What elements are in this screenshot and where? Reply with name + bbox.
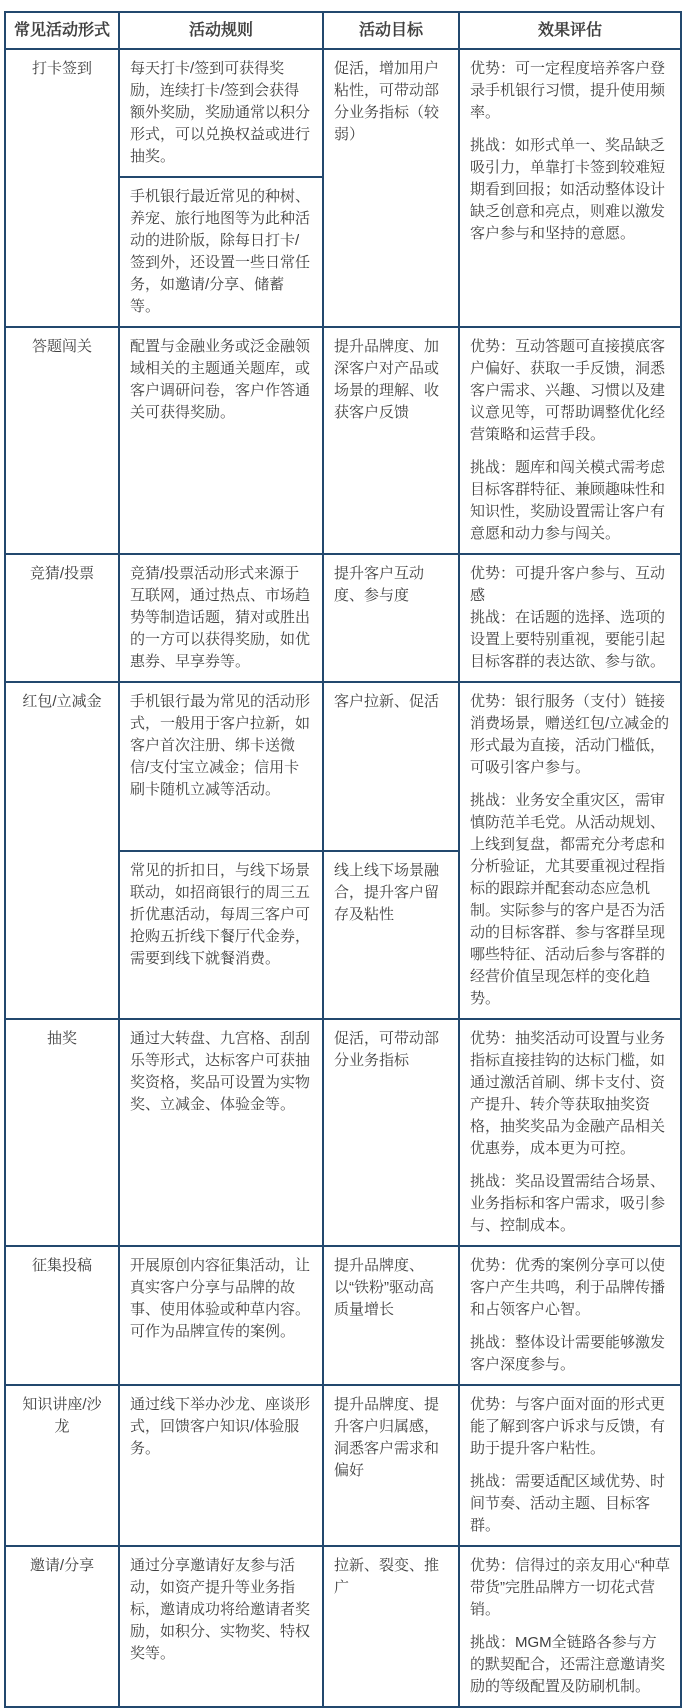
evaluation-cell xyxy=(459,49,681,327)
rules-cell xyxy=(119,554,323,682)
form-cell xyxy=(5,554,119,682)
header-activity-goal: 活动目标 xyxy=(323,12,459,49)
form-label: 打卡签到 xyxy=(31,60,92,77)
goals-paragraph: 拉新、裂变、推广 xyxy=(334,1557,440,1596)
goals-paragraph: 提升客户互动度、参与度 xyxy=(334,565,425,604)
form-label: 征集投稿 xyxy=(31,1257,92,1274)
form-cell xyxy=(5,682,119,1019)
activity-comparison-table xyxy=(4,11,682,1708)
rules-cell xyxy=(119,1019,323,1246)
goals-paragraph: 线上线下场景融合，提升客户留存及粘性 xyxy=(334,861,440,923)
goals-cell xyxy=(323,1246,459,1385)
rules-paragraph: 常见的折扣日，与线下场景联动，如招商银行的周三五折优惠活动，每周三客户可抢购五折线下餐厅代金券，需要到线下就餐消费。 xyxy=(130,861,311,967)
form-cell xyxy=(5,327,119,554)
header-row xyxy=(5,12,681,49)
eval-challenge-paragraph: 挑战：业务安全重灾区，需审慎防范羊毛党。从活动规划、上线到复盘，都需充分考虑和分析验证，尤其要重视过程指标的跟踪并配套动态应急机制。实际参与的客户是否为活动的目标客群、参与客群呈现哪些特征、活动后参与客群的经营价值呈现怎样的变化趋势。 xyxy=(470,792,666,1007)
rules-cell xyxy=(119,851,323,1020)
form-cell xyxy=(5,49,119,327)
rules-paragraph: 每天打卡/签到可获得奖励，连续打卡/签到会获得额外奖励，奖励通常以积分形式，可以兑换权益或进行抽奖。 xyxy=(130,60,311,165)
table-row xyxy=(5,1546,681,1707)
rules-paragraph: 配置与金融业务或泛金融领域相关的主题通关题库，或客户调研问卷，客户作答通关可获得奖励。 xyxy=(130,338,311,421)
eval-challenge-paragraph: 挑战：题库和闯关模式需考虑目标客群特征、兼顾趣味性和知识性，奖励设置需让客户有意愿和动力参与闯关。 xyxy=(470,459,666,542)
eval-advantage-paragraph: 优势：优秀的案例分享可以使客户产生共鸣，利于品牌传播和占领客户心智。 xyxy=(470,1257,666,1318)
eval-challenge-paragraph: 挑战：MGM全链路各参与方的默契配合，还需注意邀请奖励的等级配置及防刷机制。 xyxy=(470,1634,666,1695)
goals-cell xyxy=(323,49,459,327)
rules-cell xyxy=(119,1246,323,1385)
evaluation-cell xyxy=(459,1019,681,1246)
table-row xyxy=(5,1385,681,1546)
rules-cell xyxy=(119,177,323,327)
goals-paragraph: 促活，可带动部分业务指标 xyxy=(334,1030,440,1069)
rules-paragraph: 通过分享邀请好友参与活动，如资产提升等业务指标，邀请成功将给邀请者奖励，如积分、实物奖、特权奖等。 xyxy=(130,1557,311,1662)
eval-advantage-paragraph: 优势：银行服务（支付）链接消费场景，赠送红包/立减金的形式最为直接，活动门槛低，可吸引客户参与。 xyxy=(470,693,670,776)
eval-challenge-paragraph: 挑战：如形式单一、奖品缺乏吸引力，单靠打卡签到较难短期看到回报；如活动整体设计缺乏创意和亮点，则难以激发客户参与和坚持的意愿。 xyxy=(470,137,666,242)
form-cell xyxy=(5,1385,119,1546)
evaluation-cell xyxy=(459,554,681,682)
table-row xyxy=(5,1019,681,1246)
eval-challenge-paragraph: 挑战：需要适配区域优势、时间节奏、活动主题、目标客群。 xyxy=(470,1473,666,1534)
goals-paragraph: 促活，增加用户粘性，可带动部分业务指标（较弱） xyxy=(334,60,440,143)
table-row xyxy=(5,554,681,682)
form-label: 竞猜/投票 xyxy=(29,565,95,582)
goals-cell xyxy=(323,682,459,851)
table-row xyxy=(5,49,681,177)
rules-paragraph: 竞猜/投票活动形式来源于互联网，通过热点、市场趋势等制造话题，猜对或胜出的一方可以获得奖励，如优惠券、早享券等。 xyxy=(130,565,311,670)
eval-advantage-paragraph: 优势：可一定程度培养客户登录手机银行习惯，提升使用频率。 xyxy=(470,60,666,121)
evaluation-cell xyxy=(459,1385,681,1546)
eval-advantage-paragraph: 优势：可提升客户参与、互动感 xyxy=(470,565,666,604)
rules-cell xyxy=(119,1546,323,1707)
goals-paragraph: 提升品牌度、以“铁粉”驱动高质量增长 xyxy=(334,1257,434,1318)
eval-advantage-paragraph: 优势：抽奖活动可设置与业务指标直接挂钩的达标门槛，如通过激活首刷、绑卡支付、资产提升、转介等获取抽奖资格，抽奖奖品为金融产品相关优惠券，成本更为可控。 xyxy=(470,1030,666,1157)
eval-advantage-paragraph: 优势：与客户面对面的形式更能了解到客户诉求与反馈，有助于提升客户粘性。 xyxy=(470,1396,666,1457)
goals-cell xyxy=(323,1546,459,1707)
form-label: 邀请/分享 xyxy=(29,1557,95,1574)
eval-challenge-paragraph: 挑战：奖品设置需结合场景、业务指标和客户需求，吸引参与、控制成本。 xyxy=(470,1173,666,1234)
rules-paragraph: 通过大转盘、九宫格、刮刮乐等形式，达标客户可获抽奖资格，奖品可设置为实物奖、立减金、体验金等。 xyxy=(130,1030,311,1113)
form-label: 答题闯关 xyxy=(31,338,92,355)
rules-paragraph: 手机银行最近常见的种树、养宠、旅行地图等为此种活动的进阶版，除每日打卡/签到外，还设置一些日常任务，如邀请/分享、储蓄等。 xyxy=(130,188,311,315)
goals-cell xyxy=(323,1019,459,1246)
rules-paragraph: 开展原创内容征集活动，让真实客户分享与品牌的故事、使用体验或种草内容。可作为品牌宣传的案例。 xyxy=(130,1257,311,1340)
rules-cell xyxy=(119,327,323,554)
eval-advantage-paragraph: 优势：互动答题可直接摸底客户偏好、获取一手反馈，洞悉客户需求、兴趣、习惯以及建议意见等，可帮助调整优化经营策略和运营手段。 xyxy=(470,338,666,443)
goals-cell xyxy=(323,851,459,1020)
eval-challenge-paragraph: 挑战：整体设计需要能够激发客户深度参与。 xyxy=(470,1334,666,1373)
form-cell xyxy=(5,1019,119,1246)
rules-cell xyxy=(119,682,323,851)
header-effect-evaluation: 效果评估 xyxy=(459,12,681,49)
rules-paragraph: 通过线下举办沙龙、座谈形式，回馈客户知识/体验服务。 xyxy=(130,1396,311,1457)
header-activity-form: 常见活动形式 xyxy=(5,12,119,49)
evaluation-cell xyxy=(459,682,681,1019)
rules-cell xyxy=(119,49,323,177)
form-label: 抽奖 xyxy=(46,1030,77,1047)
table-row xyxy=(5,327,681,554)
form-label: 知识讲座/沙龙 xyxy=(22,1396,102,1435)
form-cell xyxy=(5,1246,119,1385)
goals-cell xyxy=(323,1385,459,1546)
rules-cell xyxy=(119,1385,323,1546)
eval-advantage-paragraph: 优势：信得过的亲友用心“种草带货”完胜品牌方一切花式营销。 xyxy=(470,1557,670,1618)
evaluation-cell xyxy=(459,1546,681,1707)
form-cell xyxy=(5,1546,119,1707)
goals-paragraph: 提升品牌度、提升客户归属感，洞悉客户需求和偏好 xyxy=(334,1396,440,1479)
form-label: 红包/立减金 xyxy=(22,693,102,710)
goals-paragraph: 客户拉新、促活 xyxy=(334,693,440,710)
table-row xyxy=(5,682,681,851)
rules-paragraph: 手机银行最为常见的活动形式，一般用于客户拉新，如客户首次注册、绑卡送微信/支付宝立减金；信用卡刷卡随机立减等活动。 xyxy=(130,693,311,798)
table-row xyxy=(5,1246,681,1385)
eval-challenge-paragraph: 挑战：在话题的选择、选项的设置上要特别重视，要能引起目标客群的表达欲、参与欲。 xyxy=(470,609,666,670)
goals-cell xyxy=(323,327,459,554)
header-activity-rules: 活动规则 xyxy=(119,12,323,49)
goals-cell xyxy=(323,554,459,682)
evaluation-cell xyxy=(459,1246,681,1385)
evaluation-cell xyxy=(459,327,681,554)
goals-paragraph: 提升品牌度、加深客户对产品或场景的理解、收获客户反馈 xyxy=(334,338,440,421)
